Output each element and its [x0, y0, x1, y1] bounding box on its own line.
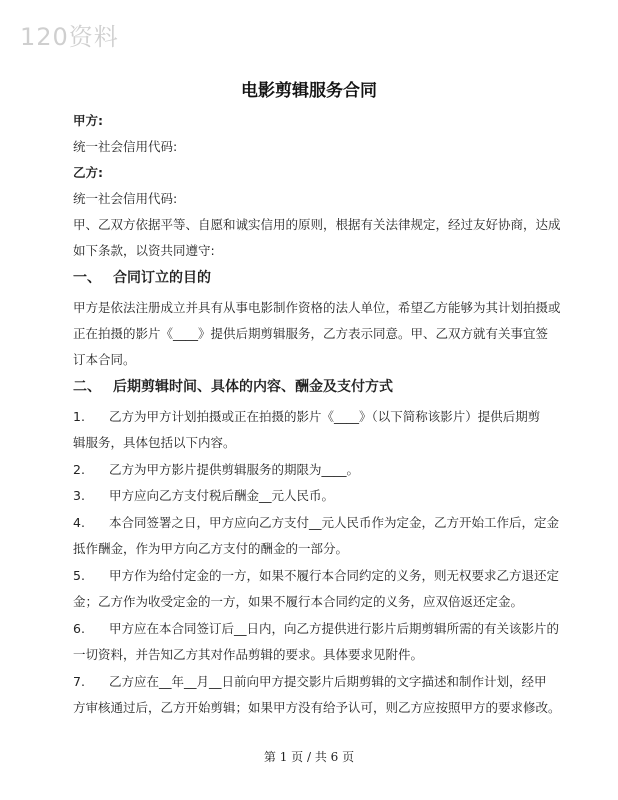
clause-1-line-1: [73, 408, 558, 426]
section-1-heading: [73, 269, 558, 287]
party-a-label: 甲方:: [73, 113, 103, 128]
clause-7-number: 7.: [73, 674, 85, 689]
section-2-title: 后期剪辑时间、具体的内容、酬金及支付方式: [113, 379, 393, 395]
intro-line-2: 如下条款，以资共同遵守:: [73, 243, 215, 258]
section-1-line-3: 订本合同。: [73, 352, 136, 367]
section-2-number: 二、: [73, 379, 101, 395]
clause-4-text: 本合同签署之日，甲方应向乙方支付__元人民币作为定金，乙方开始工作后，定金: [109, 515, 560, 530]
clause-4-line-2: 抵作酬金，作为甲方向乙方支付的酬金的一部分。: [73, 541, 349, 556]
intro-line-1: 甲、乙双方依据平等、自愿和诚实信用的原则，根据有关法律规定，经过友好协商，达成: [73, 217, 561, 232]
clause-1-text: 乙方为甲方计划拍摄或正在拍摄的影片《____》（以下简称该影片）提供后期剪: [109, 409, 541, 424]
clause-3-text: 甲方应向乙方支付税后酬金__元人民币。: [109, 488, 335, 503]
party-b-credit-code: 统一社会信用代码:: [73, 191, 178, 206]
clause-2-number: 2.: [73, 462, 85, 477]
clause-5-number: 5.: [73, 568, 85, 583]
clause-7-text: 乙方应在__年__月__日前向甲方提交影片后期剪辑的文字描述和制作计划，经甲: [109, 674, 547, 689]
clause-6-number: 6.: [73, 621, 85, 636]
clause-6-line-1: [73, 620, 558, 638]
clause-5-text: 甲方作为给付定金的一方，如果不履行本合同约定的义务，则无权要求乙方退还定: [109, 568, 560, 583]
clause-5-line-2: 金；乙方作为收受定金的一方，如果不履行本合同约定的义务，应双倍返还定金。: [73, 594, 524, 609]
clause-6-text: 甲方应在本合同签订后__日内，向乙方提供进行影片后期剪辑所需的有关该影片的: [109, 621, 560, 636]
clause-5-line-1: [73, 567, 558, 585]
party-a-credit-code: 统一社会信用代码:: [73, 139, 178, 154]
clause-3-line-1: [73, 487, 558, 505]
clause-6-line-2: 一切资料，并告知乙方其对作品剪辑的要求。具体要求见附件。: [73, 647, 424, 662]
clause-1-line-2: 辑服务，具体包括以下内容。: [73, 435, 236, 450]
clause-7-line-1: [73, 673, 558, 691]
section-1-line-2: 正在拍摄的影片《____》提供后期剪辑服务，乙方表示同意。甲、乙双方就有关事宜签: [73, 326, 549, 341]
section-1-number: 一、: [73, 270, 101, 286]
clause-2-line-1: [73, 461, 558, 479]
clause-4-number: 4.: [73, 515, 85, 530]
party-b-label: 乙方:: [73, 165, 103, 180]
clause-2-text: 乙方为甲方影片提供剪辑服务的期限为____。: [109, 462, 360, 477]
clause-1-number: 1.: [73, 409, 85, 424]
page-footer: 第 1 页 / 共 6 页: [263, 750, 355, 764]
watermark: 120资料: [20, 23, 119, 51]
section-1-title: 合同订立的目的: [113, 270, 211, 286]
clause-4-line-1: [73, 514, 558, 532]
clause-3-number: 3.: [73, 488, 85, 503]
document-title: 电影剪辑服务合同: [241, 81, 377, 101]
section-2-heading: [73, 378, 558, 396]
clause-7-line-2: 方审核通过后，乙方开始剪辑；如果甲方没有给予认可，则乙方应按照甲方的要求修改。: [73, 700, 561, 715]
section-1-line-1: 甲方是依法注册成立并具有从事电影制作资格的法人单位，希望乙方能够为其计划拍摄或: [73, 300, 561, 315]
